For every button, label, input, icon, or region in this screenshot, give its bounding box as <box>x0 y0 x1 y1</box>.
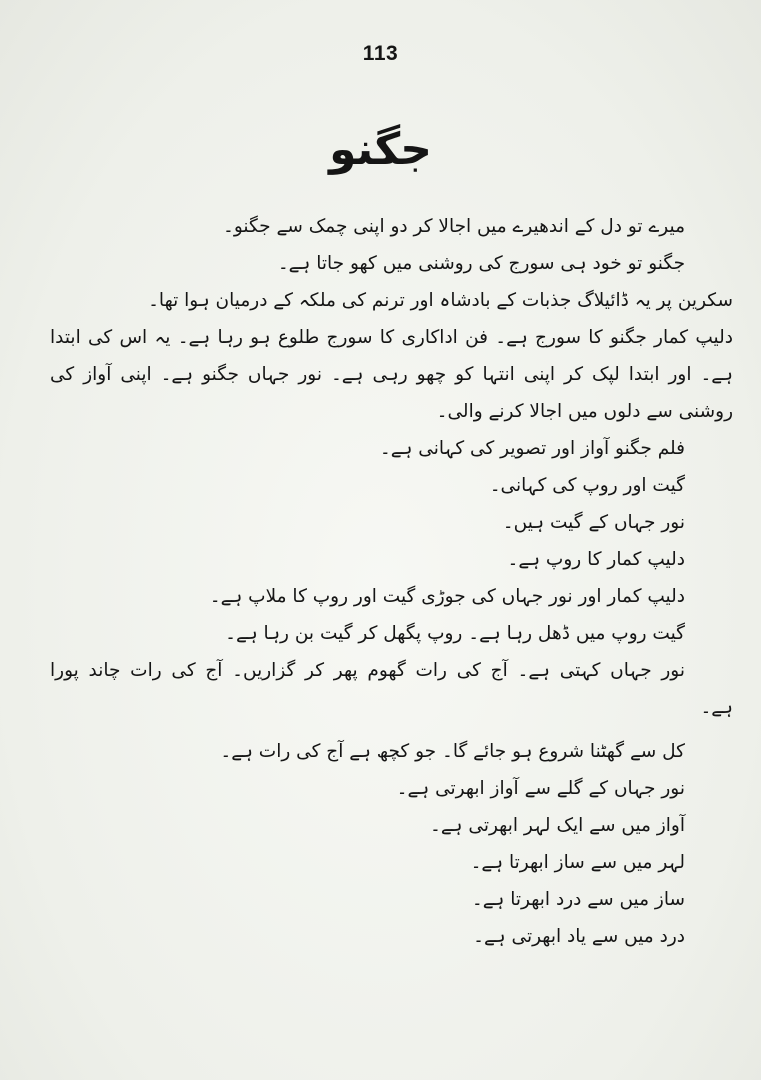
text-line: گیت اور روپ کی کہانی۔ <box>489 475 685 496</box>
text-line: روشنی سے دلوں میں اجالا کرنے والی۔ <box>436 401 733 422</box>
text-line: دلیپ کمار جگنو کا سورج ہے۔ فن اداکاری کا سورج طلوع ہو رہا ہے۔ یہ اس کی ابتدا <box>50 327 733 348</box>
text-line: سکرین پر یہ ڈائیلاگ جذبات کے بادشاہ اور ترنم کی ملکہ کے درمیان ہوا تھا۔ <box>148 290 733 311</box>
page-number: 113 <box>362 42 399 65</box>
text-line: ساز میں سے درد ابھرتا ہے۔ <box>471 889 685 910</box>
text-line: گیت روپ میں ڈھل رہا ہے۔ روپ پگھل کر گیت بن رہا ہے۔ <box>225 623 685 644</box>
text-line: آواز میں سے ایک لہر ابھرتی ہے۔ <box>430 815 685 836</box>
text-line: جگنو تو خود ہی سورج کی روشنی میں کھو جاتا ہے۔ <box>277 253 685 274</box>
text-line: ہے۔ اور ابتدا لپک کر اپنی انتہا کو چھو رہی ہے۔ نور جہاں جگنو ہے۔ اپنی آواز کی <box>50 364 733 385</box>
text-line: درد میں سے یاد ابھرتی ہے۔ <box>473 926 685 947</box>
body-text <box>50 208 733 955</box>
text-line: دلیپ کمار کا روپ ہے۔ <box>507 549 685 570</box>
text-line: نور جہاں کے گیت ہیں۔ <box>502 512 685 533</box>
text-line: نور جہاں کے گلے سے آواز ابھرتی ہے۔ <box>396 778 685 799</box>
text-line: لہر میں سے ساز ابھرتا ہے۔ <box>470 852 685 873</box>
text-line: ہے۔ <box>700 697 733 718</box>
text-line: دلیپ کمار اور نور جہاں کی جوڑی گیت اور روپ کا ملاپ ہے۔ <box>209 586 685 607</box>
text-line: میرے تو دل کے اندھیرے میں اجالا کر دو اپنی چمک سے جگنو۔ <box>222 216 685 237</box>
text-line: فلم جگنو آواز اور تصویر کی کہانی ہے۔ <box>379 438 685 459</box>
text-line: نور جہاں کہتی ہے۔ آج کی رات گھوم پھر کر گزاریں۔ آج کی رات چاند پورا <box>50 660 685 681</box>
chapter-title: جگنو <box>329 124 432 175</box>
text-line: کل سے گھٹنا شروع ہو جائے گا۔ جو کچھ ہے آج کی رات ہے۔ <box>220 741 685 762</box>
